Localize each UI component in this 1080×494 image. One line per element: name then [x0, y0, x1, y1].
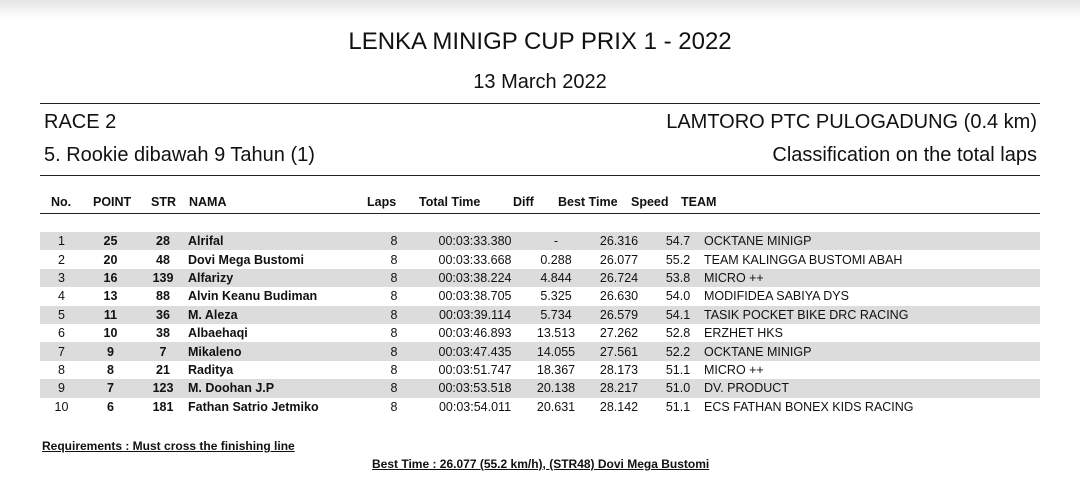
cell-nama: Alfarizy — [188, 269, 364, 287]
cell-speed: 51.0 — [652, 379, 704, 397]
cell-no: 10 — [54, 399, 69, 414]
cell-diff: 20.631 — [536, 399, 576, 414]
cell-laps: 8 — [390, 326, 398, 341]
cell-best-time: 28.142 — [599, 399, 639, 414]
col-header-no: No. — [51, 195, 72, 209]
cell-point: 20 — [103, 252, 118, 267]
cell-str: 21 — [156, 362, 170, 377]
cell-nama: Fathan Satrio Jetmiko — [188, 399, 319, 414]
cell-nama: Raditya — [188, 362, 234, 377]
cell-team: MICRO ++ — [704, 269, 1040, 287]
cell-diff: - — [526, 232, 586, 250]
cell-no: 7 — [40, 342, 83, 360]
event-date: 13 March 2022 — [473, 71, 607, 93]
cell-diff: 4.844 — [526, 269, 586, 287]
table-row — [40, 361, 1040, 379]
cell-nama: Dovi Mega Bustomi — [188, 252, 304, 267]
cell-no: 2 — [58, 252, 65, 267]
cell-diff: 5.325 — [540, 289, 572, 304]
cell-diff: 5.734 — [526, 306, 586, 324]
table-row — [40, 342, 1040, 360]
cell-speed: 54.0 — [665, 289, 691, 304]
cell-nama: Alrifal — [188, 232, 364, 250]
col-header-speed: Speed — [631, 195, 669, 209]
cell-point: 6 — [107, 399, 114, 414]
cell-point: 8 — [107, 362, 114, 377]
cell-str: 181 — [152, 399, 174, 414]
col-header-point: POINT — [93, 195, 132, 209]
results-table — [40, 232, 1040, 416]
cell-no: 1 — [40, 232, 83, 250]
cell-diff: 13.513 — [536, 326, 576, 341]
table-row — [40, 287, 1040, 305]
cell-speed: 52.2 — [652, 342, 704, 360]
cell-no: 8 — [58, 362, 65, 377]
cell-point: 9 — [83, 342, 138, 360]
cell-speed: 51.1 — [665, 362, 691, 377]
cell-best-time: 26.724 — [586, 269, 652, 287]
cell-diff: 0.288 — [540, 252, 572, 267]
cell-team: OCKTANE MINIGP — [704, 232, 1040, 250]
cell-nama: Alvin Keanu Budiman — [188, 289, 318, 304]
cell-best-time: 26.579 — [586, 306, 652, 324]
cell-team: ECS FATHAN BONEX KIDS RACING — [704, 399, 914, 414]
cell-best-time: 27.262 — [599, 326, 639, 341]
cell-total-time: 00:03:47.435 — [424, 342, 526, 360]
table-row — [40, 324, 1040, 342]
table-row — [40, 250, 1040, 268]
cell-point: 7 — [83, 379, 138, 397]
cell-point: 25 — [83, 232, 138, 250]
cell-total-time: 00:03:33.668 — [438, 252, 512, 267]
cell-total-time: 00:03:54.011 — [438, 399, 512, 414]
header-bottom-rule — [40, 175, 1040, 176]
cell-point: 10 — [103, 326, 118, 341]
cell-best-time: 28.173 — [599, 362, 639, 377]
cell-speed: 54.1 — [652, 306, 704, 324]
cell-no: 4 — [58, 289, 65, 304]
cell-laps: 8 — [364, 379, 424, 397]
cell-best-time: 27.561 — [586, 342, 652, 360]
table-row — [40, 398, 1040, 416]
cell-team: TASIK POCKET BIKE DRC RACING — [704, 306, 1040, 324]
table-row — [40, 269, 1040, 287]
table-row — [40, 379, 1040, 397]
cell-str: 123 — [138, 379, 188, 397]
cell-point: 16 — [83, 269, 138, 287]
header-top-rule — [40, 103, 1040, 104]
cell-best-time: 26.077 — [599, 252, 639, 267]
cell-speed: 54.7 — [652, 232, 704, 250]
cell-speed: 52.8 — [665, 326, 691, 341]
column-header-rule — [40, 213, 1040, 214]
cell-str: 48 — [156, 252, 170, 267]
cell-total-time: 00:03:38.705 — [438, 289, 512, 304]
cell-speed: 53.8 — [652, 269, 704, 287]
cell-str: 36 — [138, 306, 188, 324]
cell-str: 139 — [138, 269, 188, 287]
cell-laps: 8 — [364, 269, 424, 287]
cell-str: 38 — [156, 326, 170, 341]
cell-nama: Albaehaqi — [188, 326, 248, 341]
classification-label: Classification on the total laps — [772, 144, 1037, 166]
cell-speed: 51.1 — [665, 399, 691, 414]
cell-best-time: 26.630 — [599, 289, 639, 304]
cell-point: 11 — [83, 306, 138, 324]
cell-laps: 8 — [364, 306, 424, 324]
cell-best-time: 28.217 — [586, 379, 652, 397]
cell-team: MICRO ++ — [704, 362, 764, 377]
event-title: LENKA MINIGP CUP PRIX 1 - 2022 — [348, 28, 732, 55]
cell-str: 28 — [138, 232, 188, 250]
cell-no: 6 — [58, 326, 65, 341]
col-header-team: TEAM — [681, 195, 717, 209]
cell-total-time: 00:03:38.224 — [424, 269, 526, 287]
cell-team: TEAM KALINGGA BUSTOMI ABAH — [704, 252, 903, 267]
cell-no: 9 — [40, 379, 83, 397]
cell-no: 3 — [40, 269, 83, 287]
cell-str: 88 — [156, 289, 170, 304]
cell-laps: 8 — [390, 362, 398, 377]
cell-speed: 55.2 — [665, 252, 691, 267]
best-time-note: Best Time : 26.077 (55.2 km/h), (STR48) Dovi Mega Bustomi — [372, 457, 710, 471]
col-header-best-time: Best Time — [558, 195, 618, 209]
requirements-note: Requirements : Must cross the finishing line — [42, 439, 295, 453]
race-label: RACE 2 — [44, 111, 117, 133]
cell-total-time: 00:03:33.380 — [424, 232, 526, 250]
col-header-diff: Diff — [513, 195, 534, 209]
cell-total-time: 00:03:46.893 — [438, 326, 512, 341]
col-header-total-time: Total Time — [419, 195, 481, 209]
cell-total-time: 00:03:51.747 — [438, 362, 512, 377]
cell-laps: 8 — [390, 289, 398, 304]
cell-team: MODIFIDEA SABIYA DYS — [704, 289, 849, 304]
cell-best-time: 26.316 — [586, 232, 652, 250]
cell-laps: 8 — [390, 399, 398, 414]
cell-laps: 8 — [364, 232, 424, 250]
col-header-laps: Laps — [367, 195, 397, 209]
cell-team: ERZHET HKS — [704, 326, 783, 341]
cell-total-time: 00:03:53.518 — [424, 379, 526, 397]
table-row — [40, 232, 1040, 250]
cell-team: OCKTANE MINIGP — [704, 342, 1040, 360]
category-label: 5. Rookie dibawah 9 Tahun (1) — [44, 144, 315, 166]
top-shadow — [0, 0, 1080, 18]
table-row — [40, 306, 1040, 324]
cell-str: 7 — [138, 342, 188, 360]
cell-diff: 18.367 — [536, 362, 576, 377]
cell-total-time: 00:03:39.114 — [424, 306, 526, 324]
cell-laps: 8 — [390, 252, 398, 267]
cell-nama: Mikaleno — [188, 342, 364, 360]
cell-diff: 14.055 — [526, 342, 586, 360]
cell-point: 13 — [103, 289, 118, 304]
cell-team: DV. PRODUCT — [704, 379, 1040, 397]
col-header-nama: NAMA — [189, 195, 227, 209]
col-header-str: STR — [151, 195, 176, 209]
circuit-label: LAMTORO PTC PULOGADUNG (0.4 km) — [666, 111, 1037, 133]
cell-nama: M. Doohan J.P — [188, 379, 364, 397]
cell-diff: 20.138 — [526, 379, 586, 397]
cell-nama: M. Aleza — [188, 306, 364, 324]
cell-no: 5 — [40, 306, 83, 324]
cell-laps: 8 — [364, 342, 424, 360]
